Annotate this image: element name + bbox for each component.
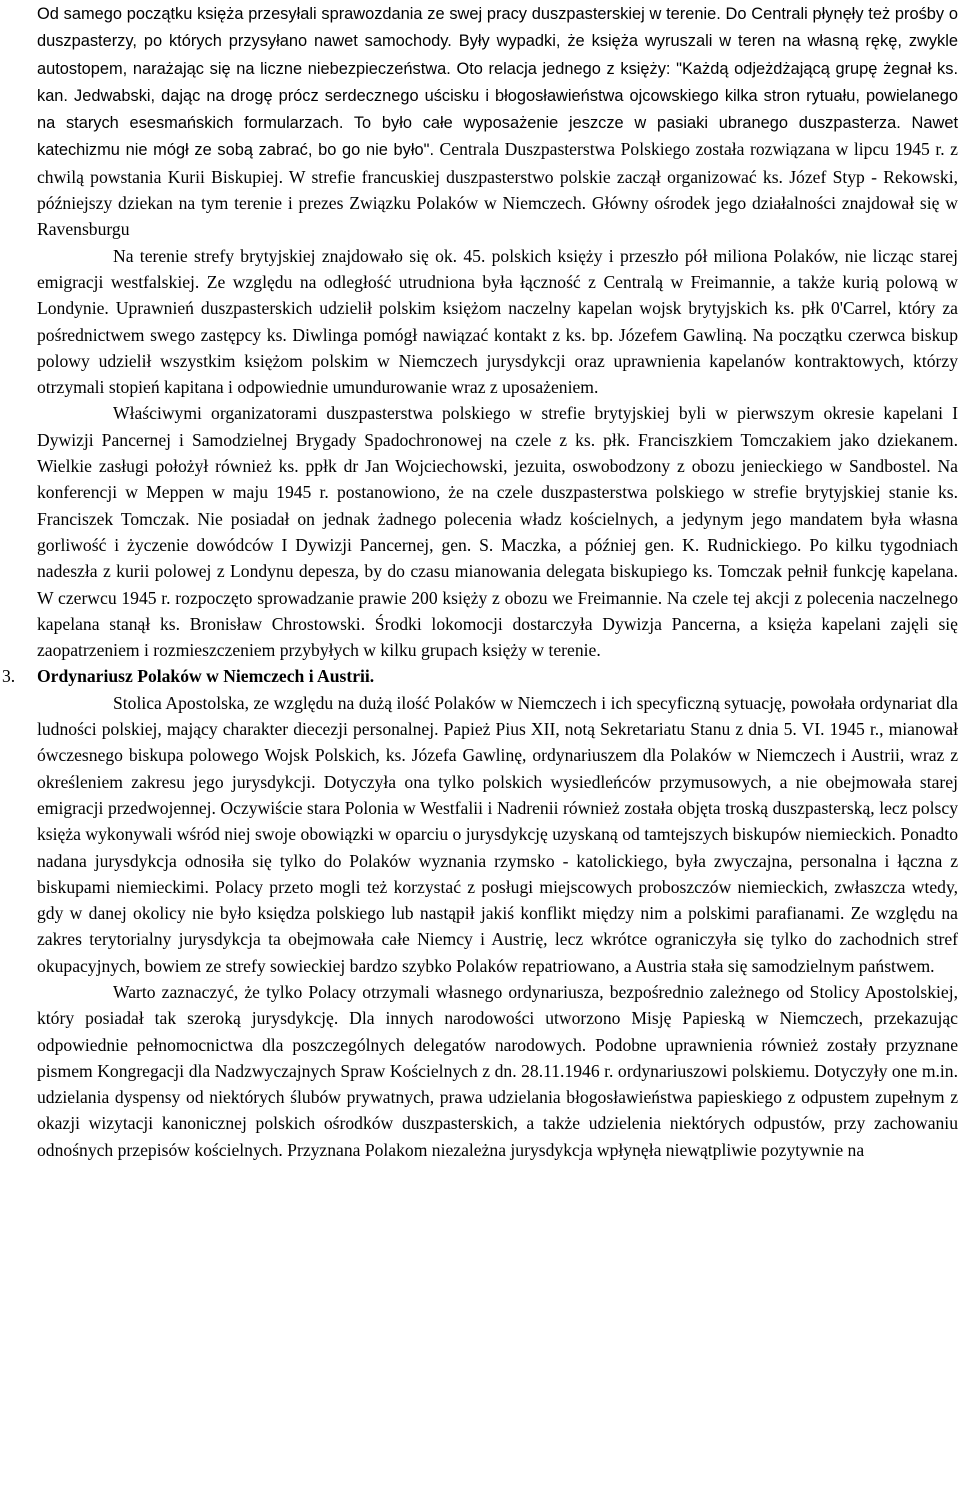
paragraph-centrala-dissolution-text: Centrala Duszpasterstwa Polskiego została rozwiązana w lipcu 1945 r. z chwilą powstania Kurii Biskupiej. W strefie francuskiej duszpasterstwo polskie zaczął organizować ks. Józef Styp - Rekowski, późniejszy dziekan na tym terenie i prezes Związku Polaków w Niemczech. Główny ośrodek jego działalności znajdował się w Ravensburgu xyxy=(37,139,958,240)
paragraph-organizers: Właściwymi organizatorami duszpasterstwa polskiego w strefie brytyjskiej byli w pierwszym okresie kapelani I Dywizji Pancernej i Samodzielnej Brygady Spadochronowej na czele z ks. płk. Franciszkiem Tomczakiem jako dziekanem. Wielkie zasługi położył również ks. ppłk dr Jan Wojciechowski, jezuita, oswobodzony z obozu jenieckiego w Sandbostel. Na konferencji w Meppen w maju 1945 r. postanowiono, że na czele duszpasterstwa polskiego w strefie brytyjskiej stanie ks. Franciszek Tomczak. Nie posiadał on jednak żadnego polecenia władz kościelnych, a jedynym jego mandatem była własna gorliwość i życzenie dowódców I Dywizji Pancernej, gen. S. Maczka, a później gen. K. Rudnickiego. Po kilku tygodniach nadeszła z kurii polowej z Londynu depesza, by do czasu mianowania delegata biskupiego ks. Tomczak pełnił funkcję kapelana. W czerwcu 1945 r. rozpoczęto sprowadzanie prawie 200 księży z obozu we Freimannie. Na czele tej akcji z polecenia naczelnego kapelana stanął ks. Bronisław Chrostowski. Środki lokomocji dostarczyła Dywizja Pancerna, a księża kapelani zajęli się zaopatrzeniem i rozmieszczeniem przybyłych w kilku grupach księży w terenie. xyxy=(37,403,958,661)
paragraph-british-zone: Na terenie strefy brytyjskiej znajdowało się ok. 45. polskich księży i przeszło pół miliona Polaków, nie licząc starej emigracji westfalskiej. Ze względu na odległość utrudniona była łączność z Centralą w Freimannie, a także kurią polową w Londynie. Uprawnień duszpasterskich udzielił polskim księżom naczelny kapelan wojsk brytyjskich ks. płk 0'Carrel, który za pośrednictwem swego zastępcy ks. Diwlinga pomógł nawiązać kontakt z ks. bp. Józefem Gawliną. Na początku czerwca biskup polowy udzielił wszystkim księżom polskim w Niemczech jurysdykcji oraz uprawnienia kapelanów kontraktowych, którzy otrzymali stopień kapitana i odpowiednie umundurowanie wraz z uposażeniem. xyxy=(37,245,958,398)
paragraph-holy-see: Stolica Apostolska, ze względu na dużą ilość Polaków w Niemczech i ich specyficzną sytuację, powołała ordynariat dla ludności polskiej, mający charakter diecezji personalnej. Papież Pius XII, notą Sekretariatu Stanu z dnia 5. VI. 1945 r., mianował ówczesnego biskupa polowego Wojsk Polskich, ks. Józefa Gawlinę, ordynariuszem dla Polaków w Niemczech i Austrii, wraz z określeniem zakresu jego jurysdykcji. Dotyczyła ona tylko polskich wysiedleńców przymusowych, a nie obejmowała starej emigracji przedwojennej. Oczywiście stara Polonia w Westfalii i Nadrenii również została objęta troską duszpasterską, lecz polscy księża wykonywali wśród niej swoje obowiązki w oparciu o jurysdykcję uzyskaną od tamtejszych biskupów niemieckich. Ponadto nadana jurysdykcja odnosiła się tylko do Polaków wyznania rzymsko - katolickiego, była zwyczajna, personalna i łączna z biskupami niemieckimi. Polacy przeto mogli też korzystać z posługi miejscowych proboszczów niemieckich, zwłaszcza wtedy, gdy w danej okolicy nie było księdza polskiego lub nastąpił jakiś konflikt między nim a polskimi parafianami. Ze względu na zakres terytorialny jurysdykcja ta obejmowała całe Niemcy i Austrię, lecz wkrótce ograniczyła się tylko do zachodnich stref okupacyjnych, bowiem ze strefy sowieckiej bardzo szybko Polaków repatriowano, a Austria stała się samodzielnym państwem. xyxy=(37,692,958,976)
section-number: 3. xyxy=(2,666,16,687)
section-heading xyxy=(2,663,958,689)
section-title: Ordynariusz Polaków w Niemczech i Austrii. xyxy=(37,666,375,687)
paragraph-centrala-reports xyxy=(37,0,958,243)
document-page xyxy=(2,0,958,1163)
paragraph-ordinary-jurisdiction: Warto zaznaczyć, że tylko Polacy otrzymali własnego ordynariusza, bezpośrednio zależnego od Stolicy Apostolskiej, który posiadał tak szeroką jurysdykcję. Dla innych narodowości utworzono Misję Papieską w Niemczech, przekazując odpowiednie pełnomocnictwa dla poszczególnych delegatów narodowych. Podobne uprawnienia również zostały przyznane pismem Kongregacji dla Nadzwyczajnych Spraw Kościelnych z dn. 28.11.1946 r. ordynariuszowi polskiemu. Dotyczyły one m.in. udzielania dyspensy od niektórych ślubów prywatnych, prawa udzielania błogosławieństwa papieskiego z odpustem zupełnym z okazji wizytacji kanonicznej polskich ośrodków duszpasterskich, a także udzielenia niektórych odpustów, przy zachowaniu odnośnych przepisów kościelnych. Przyznana Polakom niezależna jurysdykcja wpłynęła niewątpliwie pozytywnie na xyxy=(37,981,958,1160)
paragraph-reports-text: Od samego początku księża przesyłali sprawozdania ze swej pracy duszpasterskiej w terenie. Do Centrali płynęły też prośby o duszpasterzy, po których przysyłano nawet samochody. Były wypadki, że księża wyruszali w teren na własną rękę, zwykle autostopem, narażając się na liczne niebezpieczeństwa. Oto relacja jednego z księży: "Każdą odjeżdżającą grupę żegnał ks. kan. Jedwabski, dając na drogę prócz serdecznego uścisku i błogosławieństwa ojcowskiego kilka stron rytuału, powielanego na starych esesmańskich formularzach. To było całe wyposażenie jeszcze w pasiaki ubranego duszpasterza. Nawet katechizmu nie mógł ze sobą zabrać, bo go nie było". xyxy=(37,5,958,160)
